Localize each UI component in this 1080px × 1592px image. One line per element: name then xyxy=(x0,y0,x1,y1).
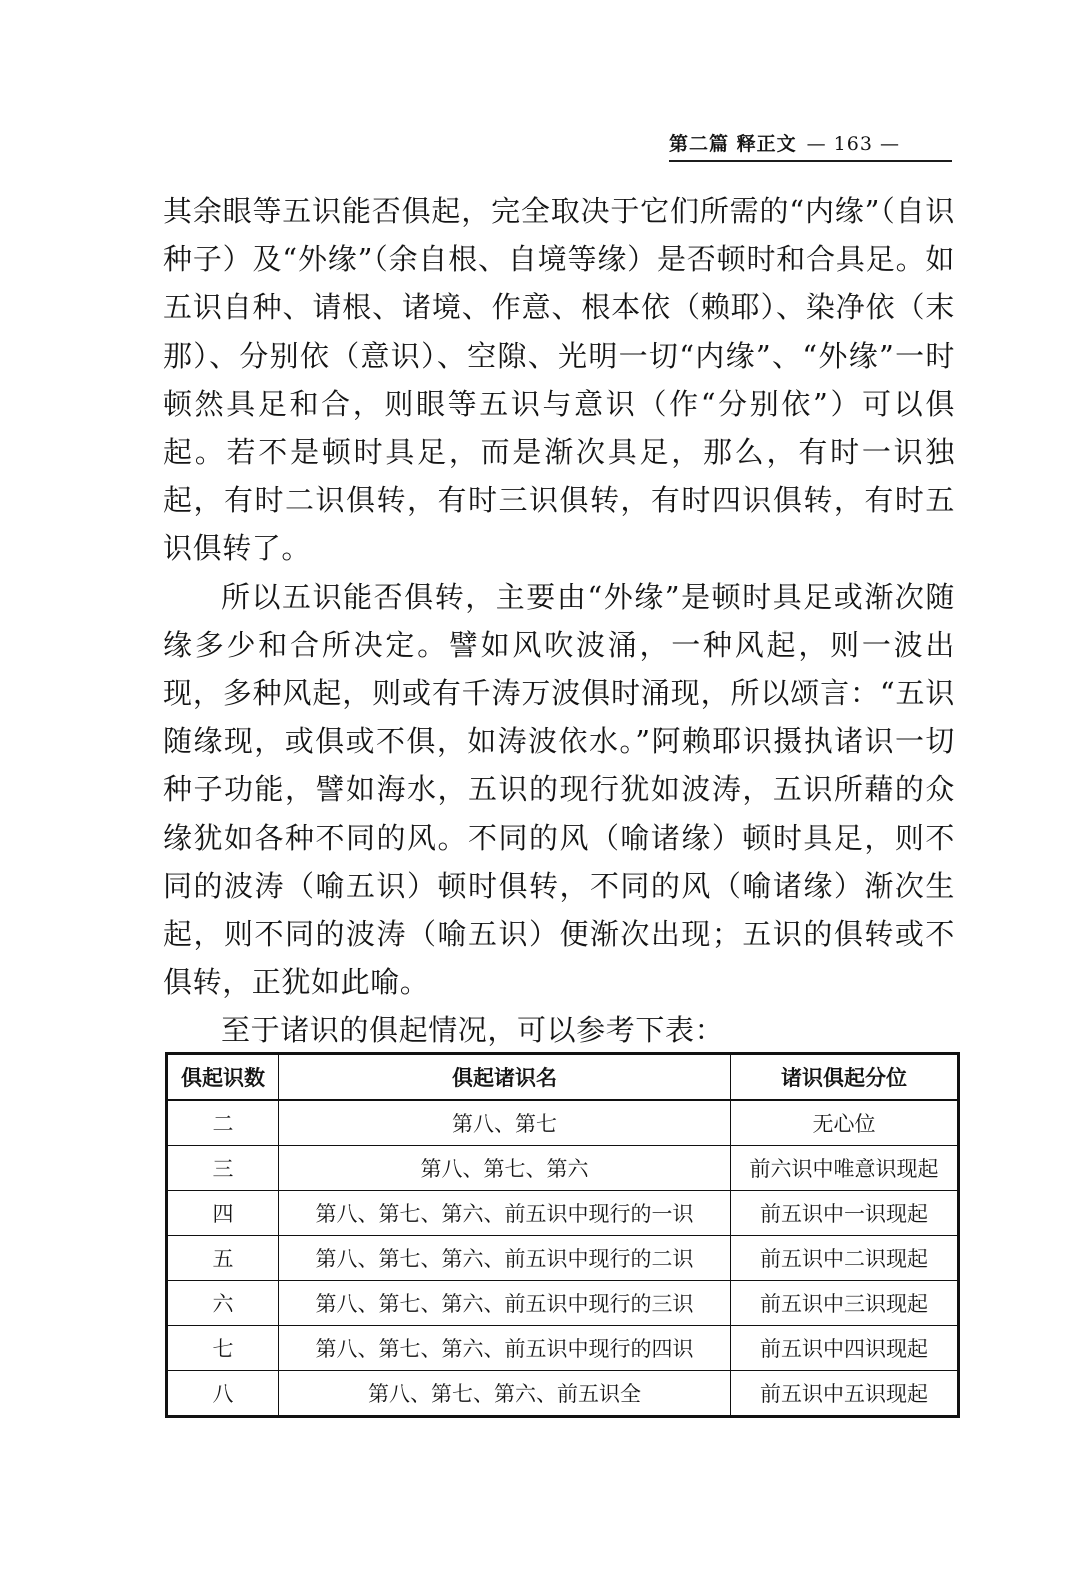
cell-count: 五 xyxy=(167,1236,279,1281)
body-text xyxy=(163,187,955,1055)
table-row xyxy=(167,1281,959,1326)
section-title: 第二篇 释正文 xyxy=(669,133,797,155)
cell-position: 无心位 xyxy=(731,1100,959,1146)
paragraph-2: 所以五识能否俱转，主要由“外缘”是顿时具足或渐次随缘多少和合所决定。譬如风吹波涌，一种风起，则一波出现，多种风起，则或有千涛万波俱时涌现，所以颂言：“五识随缘现，或俱或不俱，如涛波依水。”阿赖耶识摄执诸识一切种子功能，譬如海水，五识的现行犹如波涛，五识所藉的众缘犹如各种不同的风。不同的风（喻诸缘）顿时具足，则不同的波涛（喻五识）顿时俱转，不同的风（喻诸缘）渐次生起，则不同的波涛（喻五识）便渐次出现；五识的俱转或不俱转，正犹如此喻。 xyxy=(163,579,955,1000)
cell-count: 六 xyxy=(167,1281,279,1326)
table-intro: 至于诸识的俱起情况，可以参考下表： xyxy=(221,1013,725,1048)
cell-names: 第八、第七 xyxy=(279,1100,731,1146)
paragraph-1: 其余眼等五识能否俱起，完全取决于它们所需的“内缘”（自识种子）及“外缘”（余自根、自境等缘）是否顿时和合具足。如五识自种、请根、诸境、作意、根本依（赖耶）、染净依（末那）、分别依（意识）、空隙、光明一切“内缘”、“外缘”一时顿然具足和合，则眼等五识与意识（作“分别依”）可以俱起。若不是顿时具足，而是渐次具足，那么，有时一识独起，有时二识俱转，有时三识俱转，有时四识俱转，有时五识俱转了。 xyxy=(163,194,955,566)
cell-count: 七 xyxy=(167,1326,279,1371)
table-row xyxy=(167,1191,959,1236)
cell-names: 第八、第七、第六、前五识全 xyxy=(279,1371,731,1417)
header-count: 俱起识数 xyxy=(167,1054,279,1101)
table-row xyxy=(167,1100,959,1146)
cell-position: 前五识中一识现起 xyxy=(731,1191,959,1236)
cell-position: 前五识中四识现起 xyxy=(731,1326,959,1371)
page-number: — 163 — xyxy=(806,133,900,155)
cell-count: 三 xyxy=(167,1146,279,1191)
table-row xyxy=(167,1326,959,1371)
consciousness-table xyxy=(165,1052,960,1418)
header-position: 诸识俱起分位 xyxy=(731,1054,959,1101)
cell-count: 二 xyxy=(167,1100,279,1146)
table-row xyxy=(167,1236,959,1281)
cell-position: 前五识中三识现起 xyxy=(731,1281,959,1326)
cell-position: 前六识中唯意识现起 xyxy=(731,1146,959,1191)
cell-names: 第八、第七、第六、前五识中现行的二识 xyxy=(279,1236,731,1281)
cell-names: 第八、第七、第六、前五识中现行的四识 xyxy=(279,1326,731,1371)
running-header xyxy=(669,128,954,160)
cell-count: 四 xyxy=(167,1191,279,1236)
table-row xyxy=(167,1371,959,1417)
cell-names: 第八、第七、第六、前五识中现行的三识 xyxy=(279,1281,731,1326)
header-rule xyxy=(669,160,952,162)
cell-names: 第八、第七、第六 xyxy=(279,1146,731,1191)
cell-count: 八 xyxy=(167,1371,279,1417)
table-row xyxy=(167,1146,959,1191)
header-names: 俱起诸识名 xyxy=(279,1054,731,1101)
cell-position: 前五识中二识现起 xyxy=(731,1236,959,1281)
cell-position: 前五识中五识现起 xyxy=(731,1371,959,1417)
table-header-row xyxy=(167,1054,959,1101)
cell-names: 第八、第七、第六、前五识中现行的一识 xyxy=(279,1191,731,1236)
